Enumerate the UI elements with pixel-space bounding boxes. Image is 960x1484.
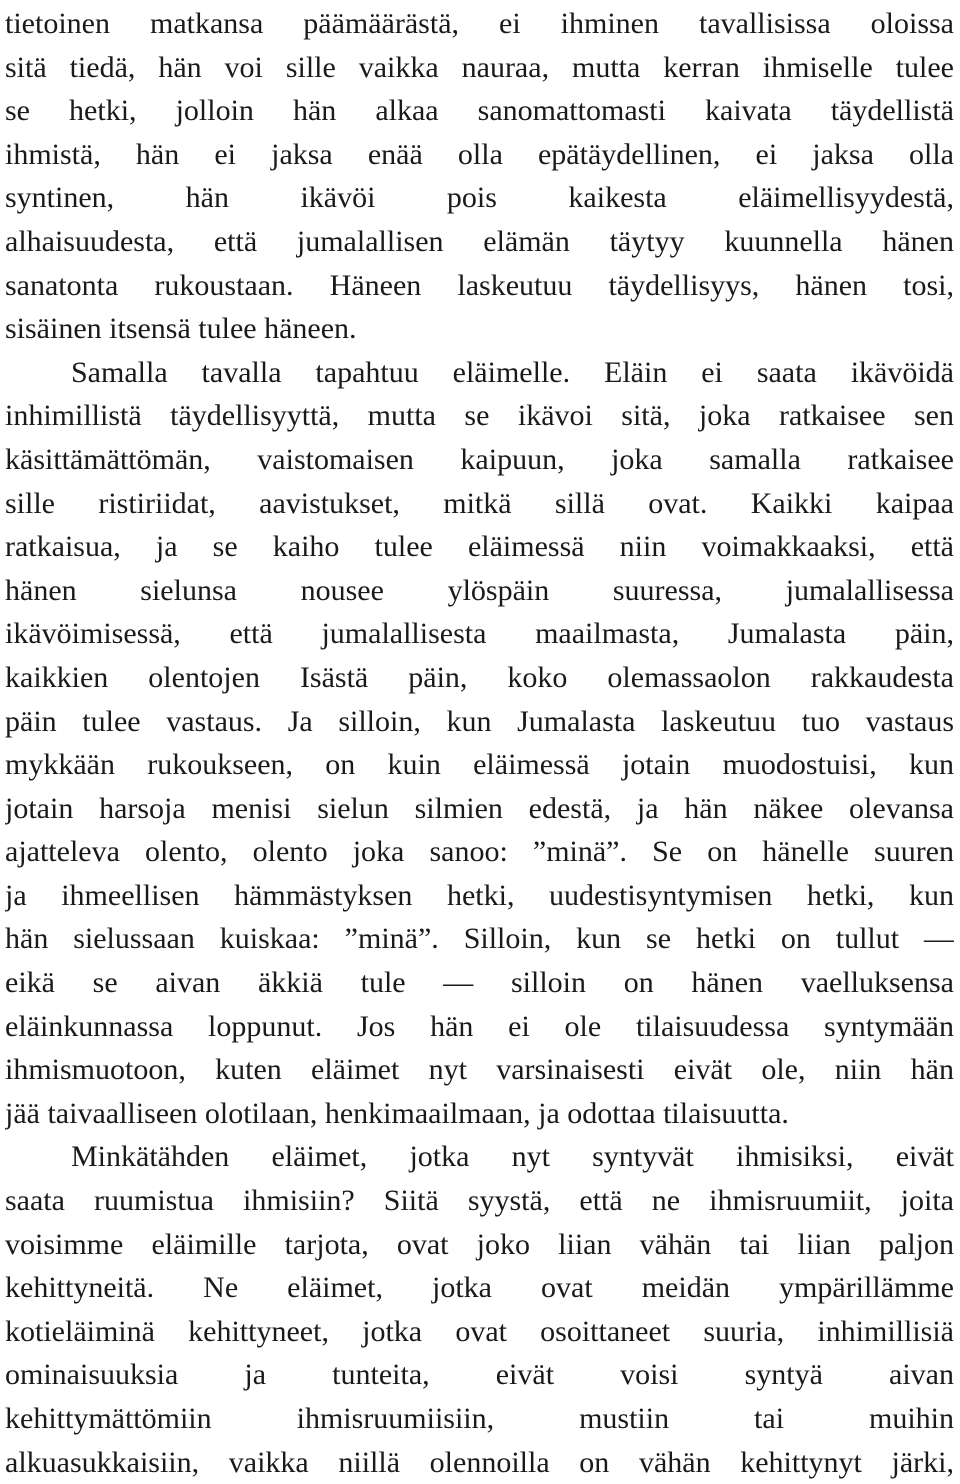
- text-line-12: sille ristiriidat, aavistukset, mitkä sillä ovat. Kaikki kaipaa: [5, 486, 954, 520]
- text-line-14: hänen sielunsa nousee ylöspäin suuressa, jumalallisessa: [5, 573, 954, 607]
- text-line-21: ja ihmeellisen hämmästyksen hetki, uudestisyntymisen hetki, kun: [5, 878, 954, 912]
- text-line-9: Samalla tavalla tapahtuu eläimelle. Eläin ei saata ikävöidä: [71, 355, 954, 389]
- text-line-30: kehittyneitä. Ne eläimet, jotka ovat meidän ympärillämme: [5, 1271, 954, 1305]
- text-line-31: kotieläiminä kehittyneet, jotka ovat osoittaneet suuria, inhimillisiä: [5, 1314, 954, 1348]
- text-line-19: jotain harsoja menisi sielun silmien edestä, ja hän näkee olevansa: [5, 791, 954, 825]
- text-line-32: ominaisuuksia ja tunteita, eivät voisi syntyä aivan: [5, 1358, 954, 1392]
- text-line-29: voisimme eläimille tarjota, ovat joko liian vähän tai liian paljon: [5, 1227, 954, 1261]
- text-line-23: eikä se aivan äkkiä tule — silloin on hänen vaelluksensa: [5, 966, 954, 1000]
- text-line-22: hän sielussaan kuiskaa: ”minä”. Silloin, kun se hetki on tullut —: [5, 922, 954, 956]
- text-line-27: Minkätähden eläimet, jotka nyt syntyvät ihmisiksi, eivät: [71, 1140, 954, 1174]
- text-line-4: ihmistä, hän ei jaksa enää olla epätäydellinen, ei jaksa olla: [5, 137, 954, 171]
- text-line-33: kehittymättömiin ihmisruumiisiin, mustiin tai muihin: [5, 1402, 954, 1435]
- text-line-5: syntinen, hän ikävöi pois kaikesta eläimellisyydestä,: [5, 181, 954, 215]
- text-line-34: alkuasukkaisiin, vaikka niillä olennoilla on vähän kehittynyt järki,: [5, 1445, 954, 1479]
- text-line-8: sisäinen itsensä tulee häneen.: [5, 312, 357, 346]
- text-line-1: tietoinen matkansa päämäärästä, ei ihminen tavallisissa oloissa: [5, 7, 954, 40]
- text-line-2: sitä tiedä, hän voi sille vaikka nauraa, mutta kerran ihmiselle tulee: [5, 50, 954, 84]
- text-line-17: päin tulee vastaus. Ja silloin, kun Jumalasta laskeutuu tuo vastaus: [5, 704, 954, 738]
- text-line-16: kaikkien olentojen Isästä päin, koko olemassaolon rakkaudesta: [5, 660, 954, 694]
- text-line-7: sanatonta rukoustaan. Häneen laskeutuu täydellisyys, hänen tosi,: [5, 268, 954, 302]
- text-line-24: eläinkunnassa loppunut. Jos hän ei ole tilaisuudessa syntymään: [5, 1009, 954, 1043]
- text-line-20: ajatteleva olento, olento joka sanoo: ”minä”. Se on hänelle suuren: [5, 835, 954, 869]
- text-line-28: saata ruumistua ihmisiin? Siitä syystä, että ne ihmisruumiit, joita: [5, 1184, 954, 1218]
- text-line-15: ikävöimisessä, että jumalallisesta maailmasta, Jumalasta päin,: [5, 617, 954, 651]
- text-line-6: alhaisuudesta, että jumalallisen elämän täytyy kuunnella hänen: [5, 224, 954, 258]
- text-line-11: käsittämättömän, vaistomaisen kaipuun, joka samalla ratkaisee: [5, 442, 954, 476]
- text-line-10: inhimillistä täydellisyyttä, mutta se ikävoi sitä, joka ratkaisee sen: [5, 399, 954, 433]
- text-line-3: se hetki, jolloin hän alkaa sanomattomasti kaivata täydellistä: [5, 94, 954, 128]
- text-line-18: mykkään rukoukseen, on kuin eläimessä jotain muodostuisi, kun: [5, 748, 954, 782]
- text-line-25: ihmismuotoon, kuten eläimet nyt varsinaisesti eivät ole, niin hän: [5, 1053, 954, 1087]
- text-line-26: jää taivaalliseen olotilaan, henkimaailmaan, ja odottaa tilaisuutta.: [5, 1096, 789, 1130]
- text-line-13: ratkaisua, ja se kaiho tulee eläimessä niin voimakkaaksi, että: [5, 530, 954, 564]
